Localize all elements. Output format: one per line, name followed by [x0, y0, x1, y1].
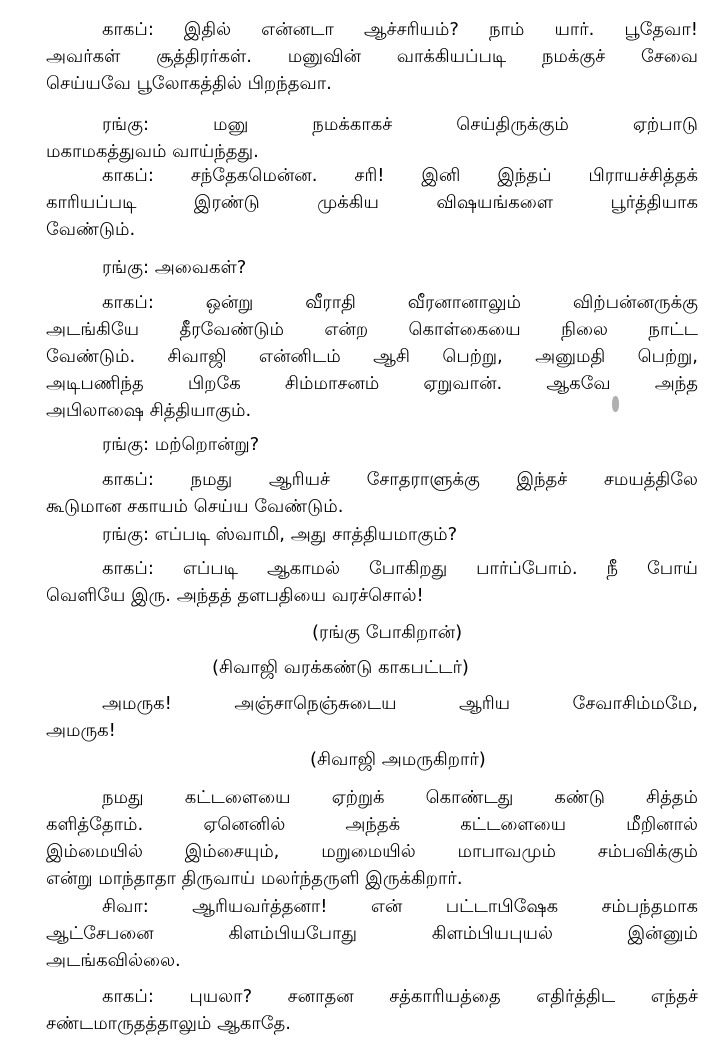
stage-direction: (ரங்கு போகிறான்): [312, 622, 463, 643]
text-line: காகப்: நமது ஆரியச் சோதராளுக்கு இந்தச் சமயத்திலே: [102, 469, 698, 490]
text-line: இம்மையில் இம்சையும், மறுமையில் மாபாவமும் சம்பவிக்கும்: [46, 841, 698, 862]
dialogue-rangu-4: [46, 521, 698, 548]
text-line: அடிபணிந்த பிறகே சிம்மாசனம் ஏறுவான். ஆகவே அந்த: [46, 373, 698, 394]
dialogue-rangu-3: [46, 431, 698, 458]
dialogue-kakap-5: [46, 555, 698, 609]
dialogue-kakap-7: [46, 784, 698, 892]
text-line: மகாமகத்துவம் வாய்ந்தது.: [46, 141, 259, 162]
dialogue-kakap-1: [46, 16, 698, 97]
dialogue-kakap-3: [46, 289, 698, 424]
dialogue-kakap-4: [46, 466, 698, 520]
text-line: வேண்டும். சிவாஜி என்னிடம் ஆசி பெற்று, அனுமதி பெற்று,: [46, 346, 698, 367]
text-line: செய்யவே பூலோகத்தில் பிறந்தவா.: [46, 73, 332, 94]
dialogue-kakap-2: [46, 162, 698, 243]
text-line: நமது கட்டளையை ஏற்றுக் கொண்டது கண்டு சித்தம்: [102, 787, 698, 808]
stage-direction: (சிவாஜி வரக்கண்டு காகபட்டர்): [212, 657, 469, 678]
text-line: ரங்கு: மனு நமக்காகச் செய்திருக்கும் ஏற்பாடு: [102, 114, 698, 135]
text-line: காகப்: எப்படி ஆகாமல் போகிறது பார்ப்போம். நீ போய்: [102, 558, 698, 579]
dialogue-kakap-6: [46, 690, 698, 744]
dialogue-rangu-1: [46, 111, 698, 165]
text-line: அபிலாஷை சித்தியாகும்.: [46, 400, 252, 421]
text-line: காரியப்படி இரண்டு முக்கிய விஷயங்களை பூர்த்தியாக: [46, 192, 698, 213]
text-line: அமருக!: [46, 720, 116, 741]
text-line: காகப்: இதில் என்னடா ஆச்சரியம்? நாம் யார். பூதேவா!: [102, 19, 698, 40]
scan-smudge-mark: [612, 396, 619, 412]
text-line: காகப்: ஒன்று வீராதி வீரனானாலும் விற்பன்னருக்கு: [102, 292, 698, 313]
stage-direction: (சிவாஜி அமருகிறார்): [310, 749, 486, 770]
text-line: சிவா: ஆரியவர்த்தனா! என் பட்டாபிஷேக சம்பந்தமாக: [102, 896, 698, 917]
text-line: அடங்கியே தீரவேண்டும் என்ற கொள்கையை நிலை நாட்ட: [46, 319, 698, 340]
text-line: ஆட்சேபனை கிளம்பியபோது கிளம்பியபுயல் இன்னும்: [46, 923, 698, 944]
text-line: களித்தோம். ஏனெனில் அந்தக் கட்டளையை மீறினால்: [46, 814, 698, 835]
text-line: அமருக! அஞ்சாநெஞ்சுடைய ஆரிய சேவாசிம்மமே,: [102, 693, 698, 714]
text-line: சண்டமாருதத்தாலும் ஆகாதே.: [46, 1013, 292, 1034]
text-line: அவர்கள் சூத்திரர்கள். மனுவின் வாக்கியப்படி நமக்குச் சேவை: [46, 46, 698, 67]
text-line: வேண்டும்.: [46, 219, 136, 240]
text-line: காகப்: சந்தேகமென்ன. சரி! இனி இந்தப் பிராயச்சித்தக்: [102, 165, 698, 186]
dialogue-rangu-2: [46, 254, 698, 281]
dialogue-siva-1: [46, 893, 698, 974]
text-line: வெளியே இரு. அந்தத் தளபதியை வரச்சொல்!: [46, 585, 424, 606]
text-line: அடங்கவில்லை.: [46, 950, 181, 971]
dialogue-kakap-8: [46, 983, 698, 1037]
text-line: ரங்கு: அவைகள்?: [102, 257, 247, 278]
text-line: காகப்: புயலா? சனாதன சத்காரியத்தை எதிர்த்திட எந்தச்: [102, 986, 698, 1007]
text-line: ரங்கு: மற்றொன்று?: [102, 434, 260, 455]
text-line: ரங்கு: எப்படி ஸ்வாமி, அது சாத்தியமாகும்?: [102, 524, 458, 545]
text-line: என்று மாந்தாதா திருவாய் மலர்ந்தருளி இருக்கிறார்.: [46, 868, 463, 889]
text-line: கூடுமான சகாயம் செய்ய வேண்டும்.: [46, 496, 344, 517]
